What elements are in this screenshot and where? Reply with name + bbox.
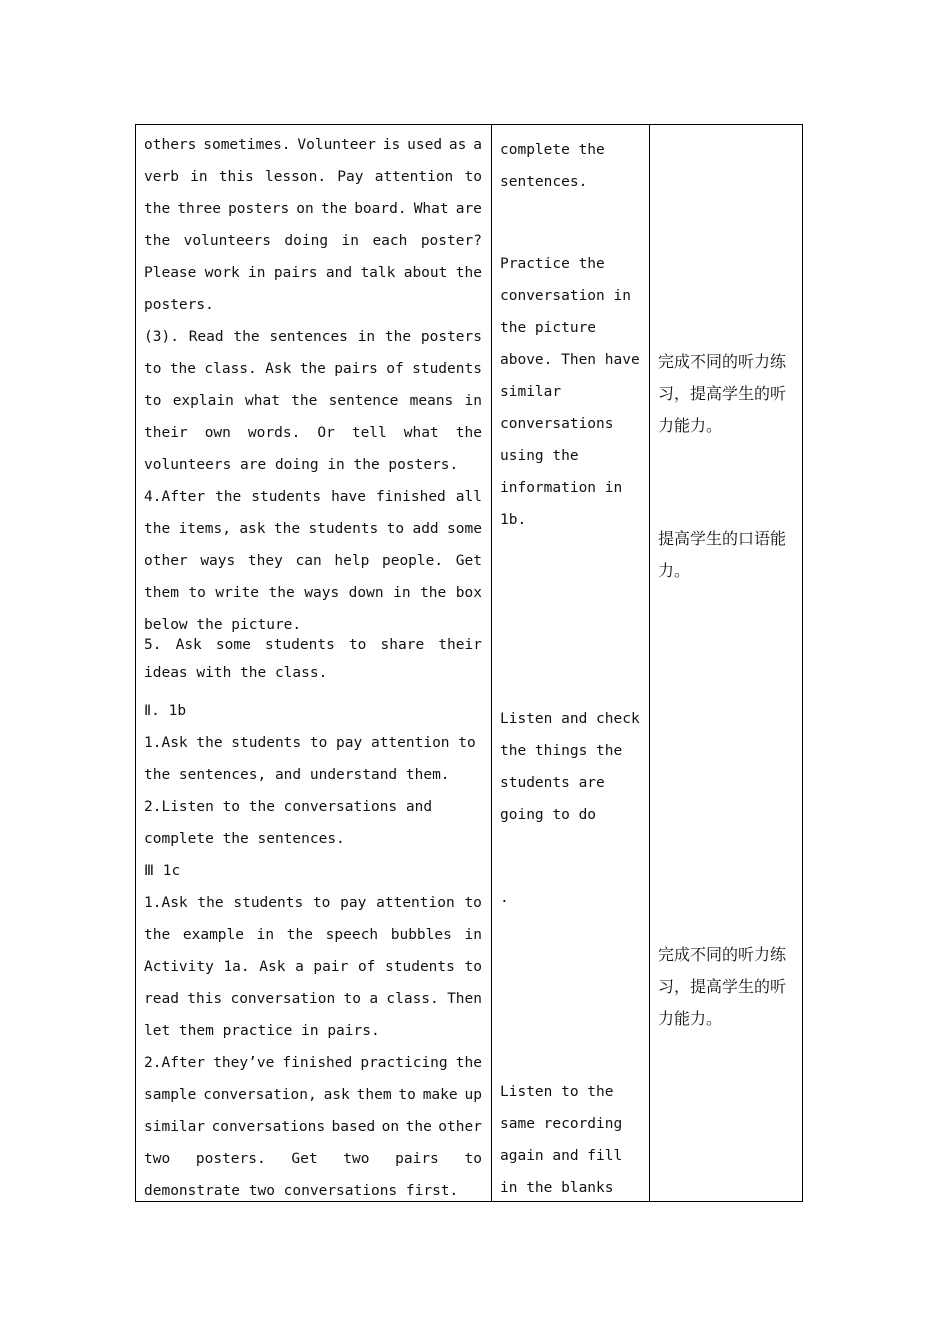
activity-line: two posters. Get two pairs to (144, 1151, 482, 1167)
student-activity-line: similar (500, 384, 562, 400)
activity-line: Please work in pairs and talk about the (144, 265, 482, 281)
student-activity-line: again and fill (500, 1148, 623, 1164)
student-activity-line: same recording (500, 1116, 623, 1132)
activity-line: ideas with the class. (144, 665, 328, 681)
student-activity-line: Listen and check (500, 711, 640, 727)
student-activity-line: conversation in (500, 288, 631, 304)
activity-line: posters. (144, 297, 214, 313)
activity-line: the volunteers doing in each poster? (144, 233, 482, 249)
design-intent-line: 提高学生的口语能 (658, 529, 787, 548)
column-divider-2 (649, 125, 650, 1201)
activity-line: similar conversations based on the other (144, 1119, 482, 1135)
section-heading: Ⅲ 1c (144, 863, 181, 879)
design-intent-line: 习，提高学生的听 (658, 384, 787, 403)
activity-line: 5. Ask some students to share their (144, 637, 482, 653)
student-activity-line: the picture (500, 320, 597, 336)
student-activity-line: information in (500, 480, 623, 496)
design-intent-line: 力能力。 (658, 416, 723, 435)
activity-line: other ways they can help people. Get (144, 553, 482, 569)
activity-line: the example in the speech bubbles in (144, 927, 482, 943)
student-activity-line: . (500, 890, 509, 906)
section-heading: Ⅱ. 1b (144, 703, 187, 719)
activity-line: the items, ask the students to add some (144, 521, 482, 537)
activity-line: 4.After the students have finished all (144, 489, 482, 505)
activity-line: demonstrate two conversations first. (144, 1183, 459, 1199)
student-activity-line: using the (500, 448, 579, 464)
design-intent-line: 力能力。 (658, 1009, 723, 1028)
activity-line: 1.Ask the students to pay attention to (144, 895, 482, 911)
student-activity-line: students are (500, 775, 605, 791)
activity-line: verb in this lesson. Pay attention to (144, 169, 482, 185)
activity-line: 2.Listen to the conversations and (144, 799, 433, 815)
student-activity-line: Listen to the (500, 1084, 614, 1100)
student-activity-line: 1b. (500, 512, 527, 528)
design-intent-line: 习，提高学生的听 (658, 977, 787, 996)
activity-line: let them practice in pairs. (144, 1023, 380, 1039)
student-activity-line: complete the (500, 142, 605, 158)
student-activity-line: conversations (500, 416, 614, 432)
activity-line: sample conversation, ask them to make up (144, 1087, 482, 1103)
activity-line: to the class. Ask the pairs of students (144, 361, 482, 377)
activity-line: complete the sentences. (144, 831, 345, 847)
student-activity-line: going to do (500, 807, 597, 823)
activity-line: volunteers are doing in the posters. (144, 457, 459, 473)
design-intent-line: 完成不同的听力练 (658, 352, 787, 371)
activity-line: 1.Ask the students to pay attention to (144, 735, 476, 751)
activity-line: read this conversation to a class. Then (144, 991, 482, 1007)
student-activity-line: in the blanks (500, 1180, 614, 1196)
column-divider-1 (491, 125, 492, 1201)
student-activity-line: sentences. (500, 174, 588, 190)
activity-line: to explain what the sentence means in (144, 393, 482, 409)
student-activity-line: the things the (500, 743, 623, 759)
activity-line: others sometimes. Volunteer is used as a (144, 137, 482, 153)
activity-line: their own words. Or tell what the (144, 425, 482, 441)
design-intent-line: 力。 (658, 561, 691, 580)
activity-line: (3). Read the sentences in the posters (144, 329, 482, 345)
activity-line: the three posters on the board. What are (144, 201, 482, 217)
activity-line: below the picture. (144, 617, 302, 633)
activity-line: them to write the ways down in the box (144, 585, 482, 601)
activity-line: 2.After they’ve finished practicing the (144, 1055, 482, 1071)
student-activity-line: above. Then have (500, 352, 640, 368)
activity-line: the sentences, and understand them. (144, 767, 450, 783)
design-intent-line: 完成不同的听力练 (658, 945, 787, 964)
student-activity-line: Practice the (500, 256, 605, 272)
activity-line: Activity 1a. Ask a pair of students to (144, 959, 482, 975)
